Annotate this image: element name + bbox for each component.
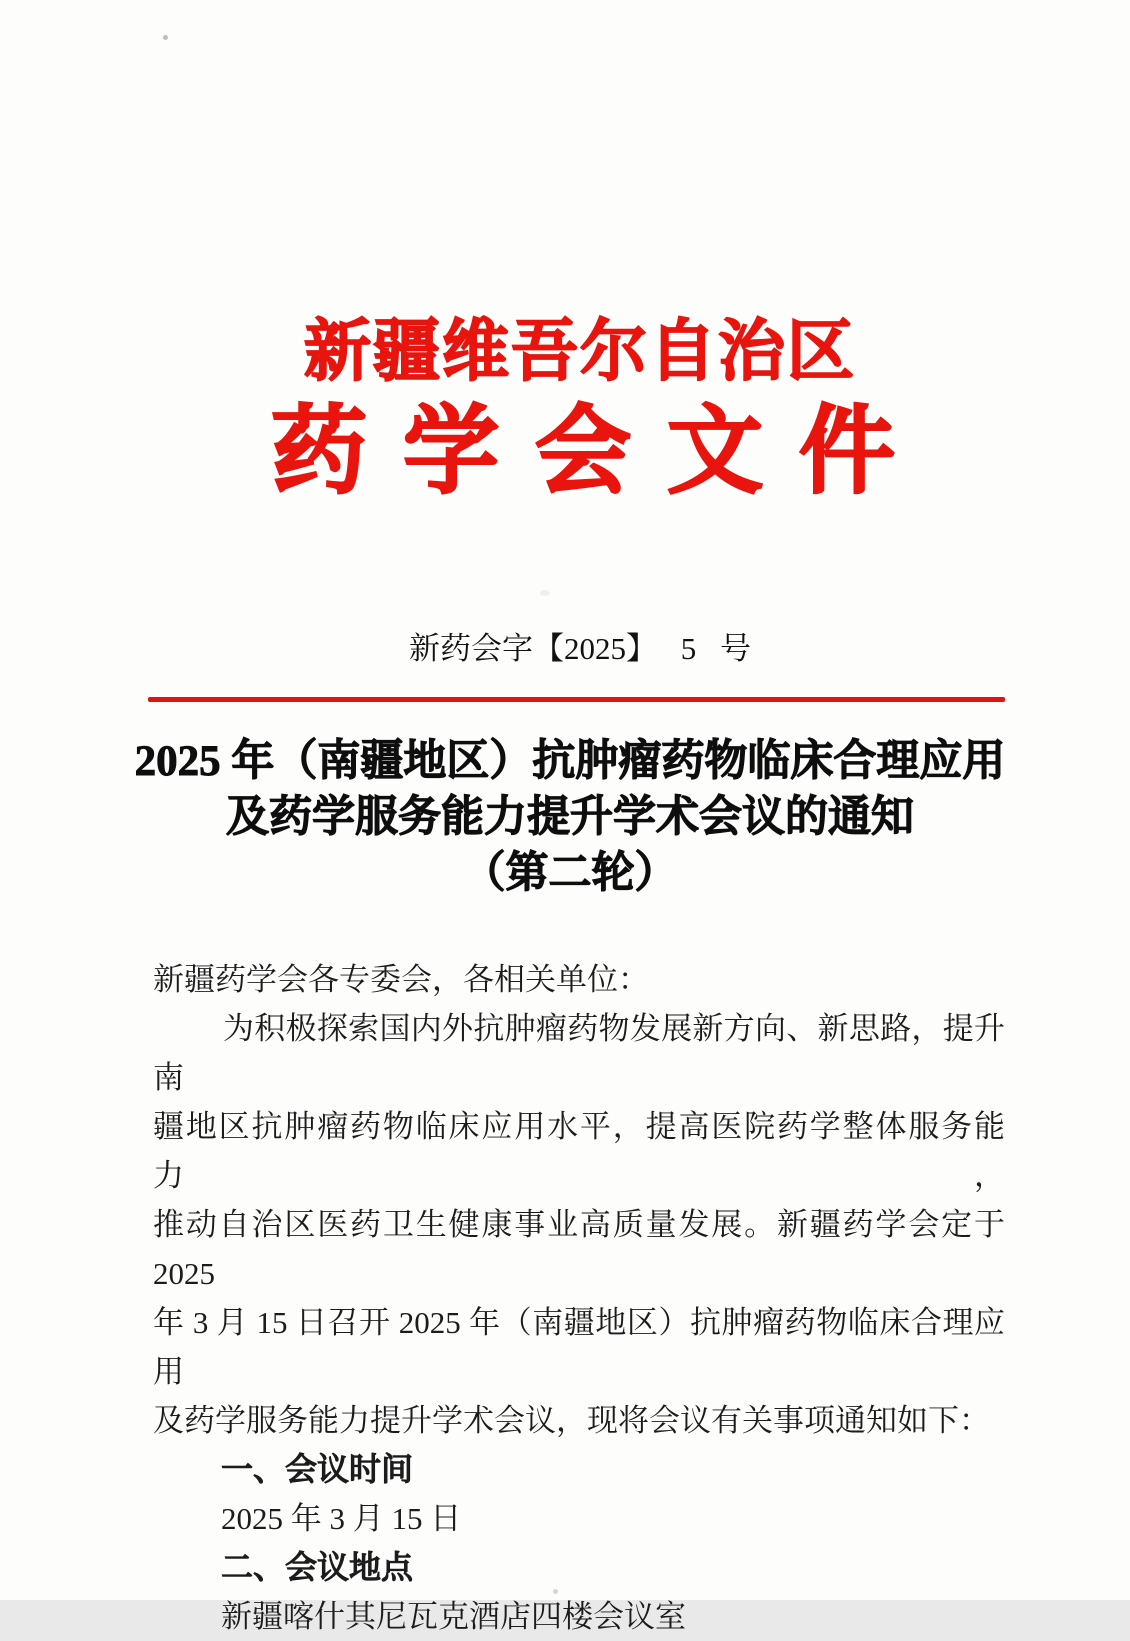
- section-2-content: 新疆喀什其尼瓦克酒店四楼会议室: [221, 1599, 686, 1634]
- intro-paragraph-line: 推动自治区医药卫生健康事业高质量发展。新疆药学会定于 2025: [153, 1207, 1005, 1291]
- letterhead-organization-name: 新疆维吾尔自治区: [304, 315, 856, 389]
- scan-speck: [540, 590, 550, 596]
- section-1-content: 2025 年 3 月 15 日: [221, 1501, 462, 1536]
- red-separator-rule: [148, 697, 1005, 702]
- salutation-line: 新疆药学会各专委会，各相关单位：: [153, 962, 649, 997]
- document-title-line-1: 2025 年（南疆地区）抗肿瘤药物临床合理应用: [134, 738, 1006, 785]
- scan-speck: [163, 35, 168, 40]
- section-1-heading: 一、会议时间: [221, 1451, 414, 1487]
- document-title: [130, 734, 1010, 902]
- intro-paragraph-line: 疆地区抗肿瘤药物临床应用水平，提高医院药学整体服务能力，: [153, 1109, 1005, 1193]
- letterhead-document-type: 药 学 会 文 件: [271, 398, 901, 505]
- document-number: 新药会字【2025】 5 号: [409, 631, 751, 666]
- intro-paragraph-line: 为积极探索国内外抗肿瘤药物发展新方向、新思路，提升南: [153, 1011, 1005, 1095]
- document-title-line-2: 及药学服务能力提升学术会议的通知: [226, 794, 914, 841]
- intro-paragraph-line: 年 3 月 15 日召开 2025 年（南疆地区）抗肿瘤药物临床合理应用: [153, 1305, 1005, 1389]
- document-body: [153, 955, 1005, 1641]
- document-title-line-3: （第二轮）: [462, 850, 678, 897]
- intro-paragraph-line: 及药学服务能力提升学术会议，现将会议有关事项通知如下：: [153, 1403, 990, 1438]
- section-2-heading: 二、会议地点: [221, 1549, 414, 1585]
